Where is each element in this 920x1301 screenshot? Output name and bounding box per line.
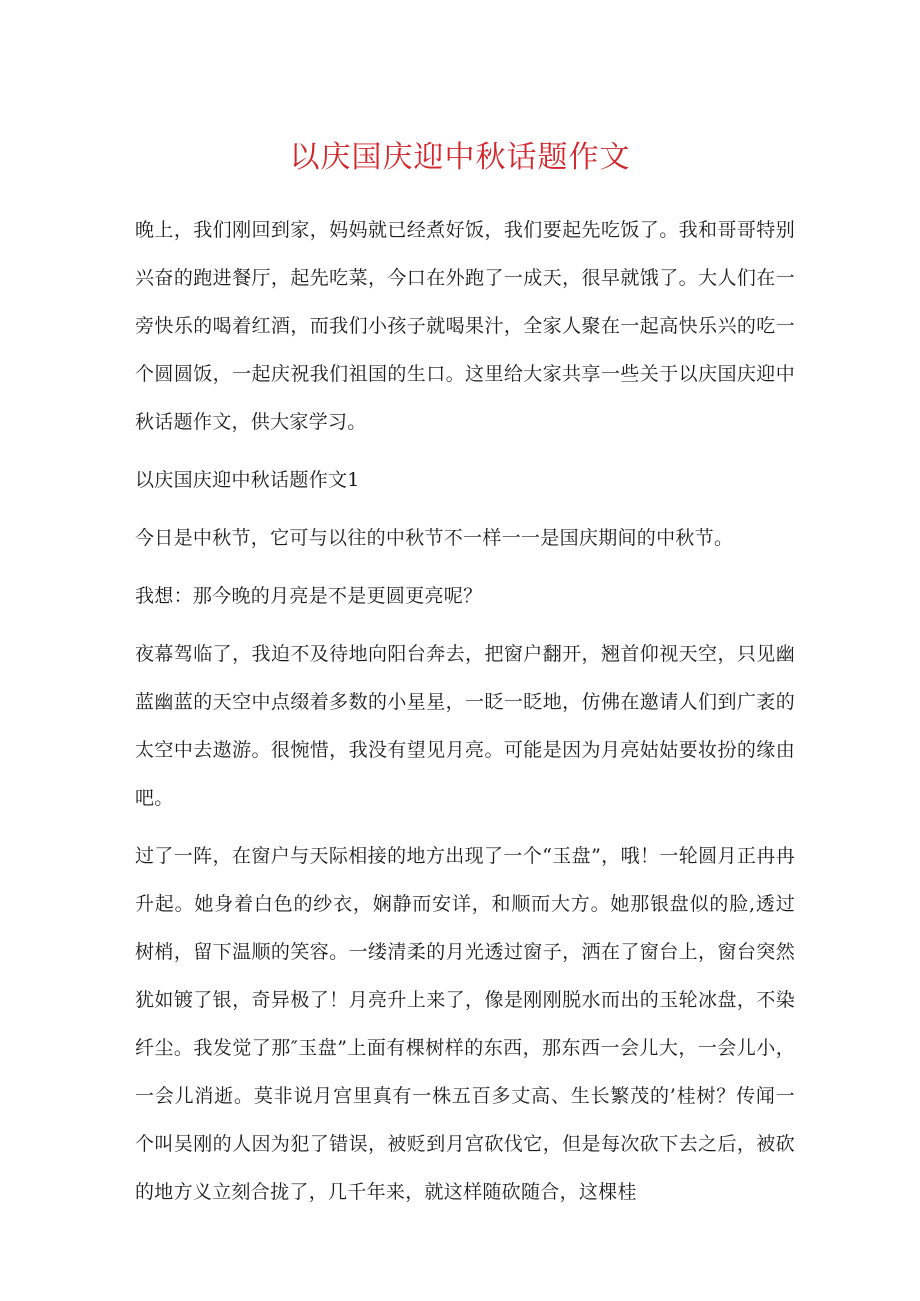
- intro-paragraph: 晚上，我们刚回到家，妈妈就已经煮好饭，我们要起先吃饭了。我和哥哥特别兴奋的跑进餐厅，起先吃菜，今口在外跑了一成天，很早就饿了。大人们在一旁快乐的喝着红酒，而我们小孩子就喝果汁，全家人聚在一起高快乐兴的吃一个圆圆饭，一起庆祝我们祖国的生口。这里给大家共享一些关于以庆国庆迎中秋话题作文，供大家学习。: [135, 219, 795, 433]
- paragraph: 夜幕驾临了，我迫不及待地向阳台奔去，把窗户翻开，翘首仰视天空，只见幽蓝幽蓝的天空中点缀着多数的小星星，一眨一眨地，仿佛在邀请人们到广袤的太空中去遨游。很惋惜，我没有望见月亮。可能是因为月亮姑姑要妆扮的缘由吧。: [135, 643, 795, 809]
- section-heading: 以庆国庆迎中秋话题作文1: [135, 469, 360, 491]
- paragraph: 过了一阵，在窗户与天际相接的地方出现了一个“玉盘”，哦！一轮圆月正冉冉升起。她身着白色的纱衣，娴静而安详，和顺而大方。她那银盘似的脸,透过树梢，留下温顺的笑容。一缕清柔的月光透过窗子，洒在了窗台上，窗台突然犹如镀了银，奇异极了！月亮升上来了，像是刚刚脱水而出的玉轮冰盘，不染纤尘。我发觉了那″玉盘”上面有棵树样的东西，那东西一会儿大，一会儿小，一会儿消逝。莫非说月宫里真有一株五百多丈高、生长繁茂的’桂树？传闻一个叫吴刚的人因为犯了错误，被贬到月宫砍伐它，但是每次砍下去之后，被砍的地方义立刻合拢了，几千年来，就这样随砍随合，这棵桂: [135, 845, 795, 1203]
- paragraph: 我想：那今晚的月亮是不是更圆更亮呢？: [135, 585, 483, 607]
- document-body: [135, 206, 795, 1216]
- paragraph: 今日是中秋节，它可与以往的中秋节不一样一一是国庆期间的中秋节。: [135, 527, 734, 549]
- document-title: 以庆国庆迎中秋话题作文: [289, 140, 631, 175]
